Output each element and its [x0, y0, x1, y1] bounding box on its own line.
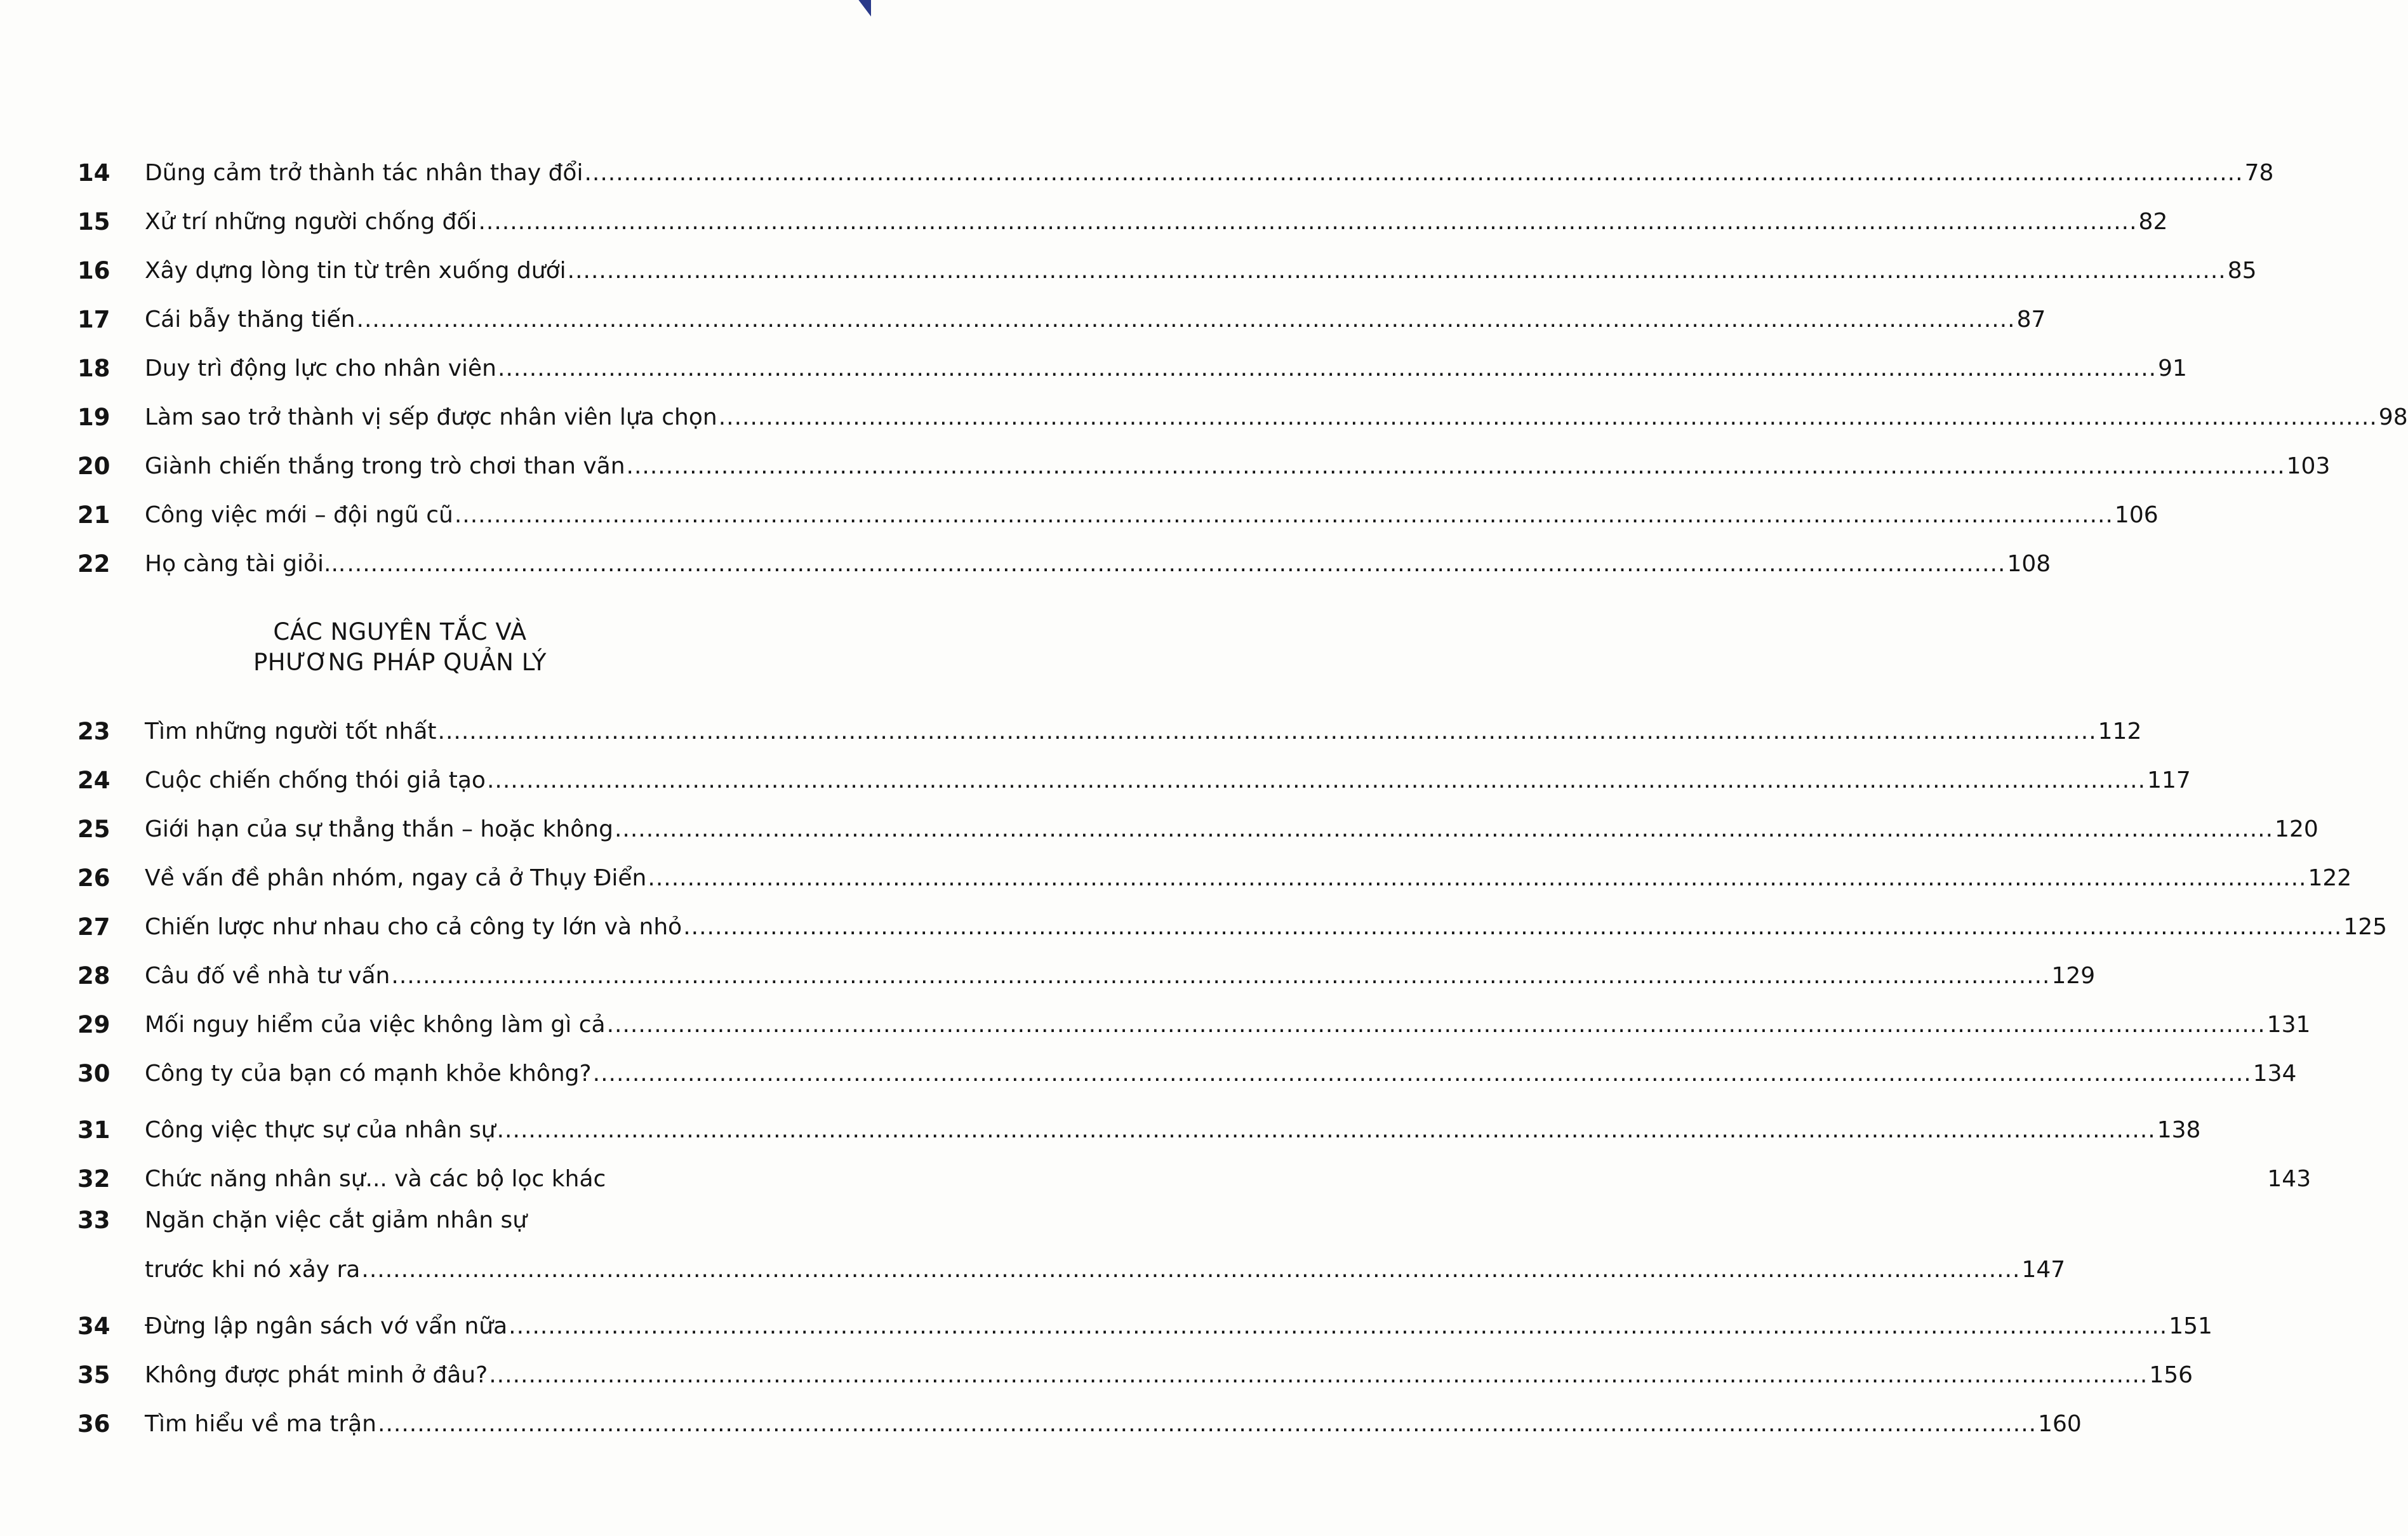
toc-entry[interactable]: [77, 852, 2352, 892]
toc-entry[interactable]: [77, 999, 2311, 1038]
dot-leader: [455, 502, 2113, 529]
toc-entry[interactable]: [77, 538, 2051, 578]
page-number: 160: [2038, 1411, 2082, 1437]
page-corner-mark: [853, 0, 871, 17]
page-number: 82: [2138, 209, 2168, 235]
chapter-number: 28: [77, 962, 110, 990]
page-number: 98: [2378, 404, 2408, 430]
dot-leader: [391, 963, 2050, 990]
chapter-number: 14: [77, 159, 110, 187]
toc-entry[interactable]: [77, 1153, 2312, 1193]
page-number: 85: [2227, 258, 2257, 284]
chapter-number: 17: [77, 306, 110, 333]
chapter-number: 35: [77, 1361, 110, 1389]
page-number: 138: [2157, 1117, 2201, 1143]
toc-entry[interactable]: [77, 755, 2191, 794]
chapter-number: 15: [77, 208, 110, 235]
dot-leader: [648, 865, 2306, 892]
toc-entry[interactable]: [77, 706, 2142, 745]
chapter-number: 19: [77, 404, 110, 431]
page-number: 131: [2266, 1012, 2311, 1038]
chapter-number: 23: [77, 718, 110, 745]
chapter-number: 30: [77, 1060, 110, 1087]
page-number: 143: [2267, 1166, 2312, 1192]
chapter-number: 20: [77, 453, 110, 480]
page-number: 120: [2275, 816, 2318, 842]
toc-entry[interactable]: [77, 1398, 2082, 1438]
chapter-title: Tìm hiểu về ma trận: [145, 1411, 376, 1437]
chapter-number: 16: [77, 257, 110, 284]
toc-entry[interactable]: [77, 1301, 2212, 1340]
section-heading-line: CÁC NGUYÊN TẮC VÀ: [273, 618, 527, 646]
chapter-title: Xây dựng lòng tin từ trên xuống dưới: [145, 258, 566, 284]
toc-entry[interactable]: [77, 1349, 2193, 1389]
chapter-title: Dũng cảm trở thành tác nhân thay đổi: [145, 160, 583, 186]
chapter-title: trước khi nó xảy ra: [145, 1257, 361, 1283]
chapter-number: 22: [77, 550, 110, 578]
dot-leader: [498, 355, 2157, 382]
chapter-number: 36: [77, 1410, 110, 1438]
dot-leader: [683, 914, 2342, 941]
dot-leader: [593, 1061, 2252, 1087]
toc-entry[interactable]: [77, 804, 2318, 843]
page-number: 122: [2308, 865, 2352, 891]
chapter-title: Câu đố về nhà tư vấn: [145, 963, 390, 989]
page-number: 147: [2021, 1257, 2066, 1283]
toc-entry[interactable]: [77, 392, 2408, 431]
page-number: 106: [2114, 502, 2159, 528]
section-heading: [216, 617, 584, 678]
chapter-title: Công việc mới – đội ngũ cũ: [145, 502, 453, 528]
dot-leader: [568, 258, 2226, 284]
toc-entry[interactable]: [77, 343, 2187, 382]
chapter-title: Chiến lược như nhau cho cả công ty lớn và nhỏ: [145, 914, 682, 940]
dot-leader: [627, 453, 2285, 480]
chapter-number: 26: [77, 864, 110, 892]
page-number: 125: [2343, 914, 2388, 940]
chapter-title: Duy trì động lực cho nhân viên: [145, 355, 496, 381]
page-number: 91: [2158, 355, 2187, 381]
section-heading-line: PHƯƠNG PHÁP QUẢN LÝ: [253, 649, 547, 676]
page-number: 108: [2007, 551, 2051, 577]
chapter-title: Đừng lập ngân sách vớ vẩn nữa: [145, 1313, 508, 1339]
chapter-title: Giành chiến thắng trong trò chơi than vãn: [145, 453, 625, 479]
chapter-number: 34: [77, 1313, 110, 1340]
dot-leader: [438, 718, 2097, 745]
chapter-number: 29: [77, 1011, 110, 1038]
dot-leader: [361, 1257, 2020, 1283]
page-number: 117: [2147, 767, 2191, 793]
chapter-title: Ngăn chặn việc cắt giảm nhân sự: [145, 1207, 528, 1233]
toc-entry[interactable]: [77, 196, 2168, 235]
toc-entry[interactable]: [77, 1104, 2201, 1144]
chapter-title: Làm sao trở thành vị sếp được nhân viên lựa chọn: [145, 404, 717, 430]
page-number: 151: [2169, 1313, 2212, 1339]
chapter-title: Tìm những người tốt nhất: [145, 718, 437, 745]
chapter-title: Không được phát minh ở đâu?: [145, 1362, 488, 1388]
chapter-title-row: [145, 1257, 2065, 1283]
chapter-title: Cái bẫy thăng tiến: [145, 307, 356, 333]
chapter-title: Về vấn đề phân nhóm, ngay cả ở Thụy Điển: [145, 865, 647, 891]
toc-entry[interactable]: [77, 294, 2046, 333]
dot-leader: [615, 816, 2273, 843]
chapter-title-wrap: [145, 1207, 2065, 1283]
chapter-number: 32: [77, 1165, 110, 1193]
chapter-title: Công ty của bạn có mạnh khỏe không?: [145, 1061, 592, 1087]
page-number: 78: [2244, 160, 2274, 186]
dot-leader: [378, 1411, 2037, 1438]
chapter-number: 31: [77, 1116, 110, 1144]
chapter-title: Mối nguy hiểm của việc không làm gì cả: [145, 1012, 606, 1038]
chapter-number: 18: [77, 355, 110, 382]
chapter-number: 33: [77, 1207, 110, 1234]
toc-entry[interactable]: [77, 1048, 2297, 1087]
page-number: 87: [2016, 307, 2046, 333]
page-number: 129: [2051, 963, 2096, 989]
page-number: 103: [2286, 453, 2331, 479]
chapter-number: 25: [77, 816, 110, 843]
chapter-title: Chức năng nhân sự... và các bộ lọc khác: [145, 1166, 606, 1192]
page-number: 134: [2252, 1061, 2297, 1087]
dot-leader: [487, 767, 2146, 794]
chapter-number: 21: [77, 501, 110, 529]
chapter-title: Xử trí những người chống đối: [145, 209, 477, 235]
chapter-title: Cuộc chiến chống thói giả tạo: [145, 767, 486, 793]
toc-entry[interactable]: [77, 245, 2257, 284]
toc-entry[interactable]: [77, 147, 2274, 187]
dot-leader: [497, 1117, 2156, 1144]
chapter-title: Họ càng tài giỏi...: [145, 551, 346, 577]
dot-leader: [584, 160, 2243, 187]
page-number: 112: [2098, 718, 2142, 745]
toc-entry[interactable]: [77, 489, 2159, 529]
toc-entry[interactable]: [77, 950, 2096, 990]
dot-leader: [489, 1362, 2148, 1389]
dot-leader: [478, 209, 2137, 235]
dot-leader: [357, 307, 2016, 333]
dot-leader: [719, 404, 2378, 431]
chapter-number: 24: [77, 767, 110, 794]
chapter-number: 27: [77, 913, 110, 941]
chapter-title: Giới hạn của sự thẳng thắn – hoặc không: [145, 816, 613, 842]
dot-leader: [347, 551, 2006, 578]
dot-leader: [509, 1313, 2167, 1340]
toc-entry[interactable]: [77, 901, 2388, 941]
toc-entry[interactable]: [77, 440, 2331, 480]
dot-leader: [607, 1012, 2266, 1038]
toc-entry[interactable]: [77, 1207, 2066, 1283]
chapter-title: Công việc thực sự của nhân sự: [145, 1117, 496, 1143]
page-number: 156: [2149, 1362, 2193, 1388]
